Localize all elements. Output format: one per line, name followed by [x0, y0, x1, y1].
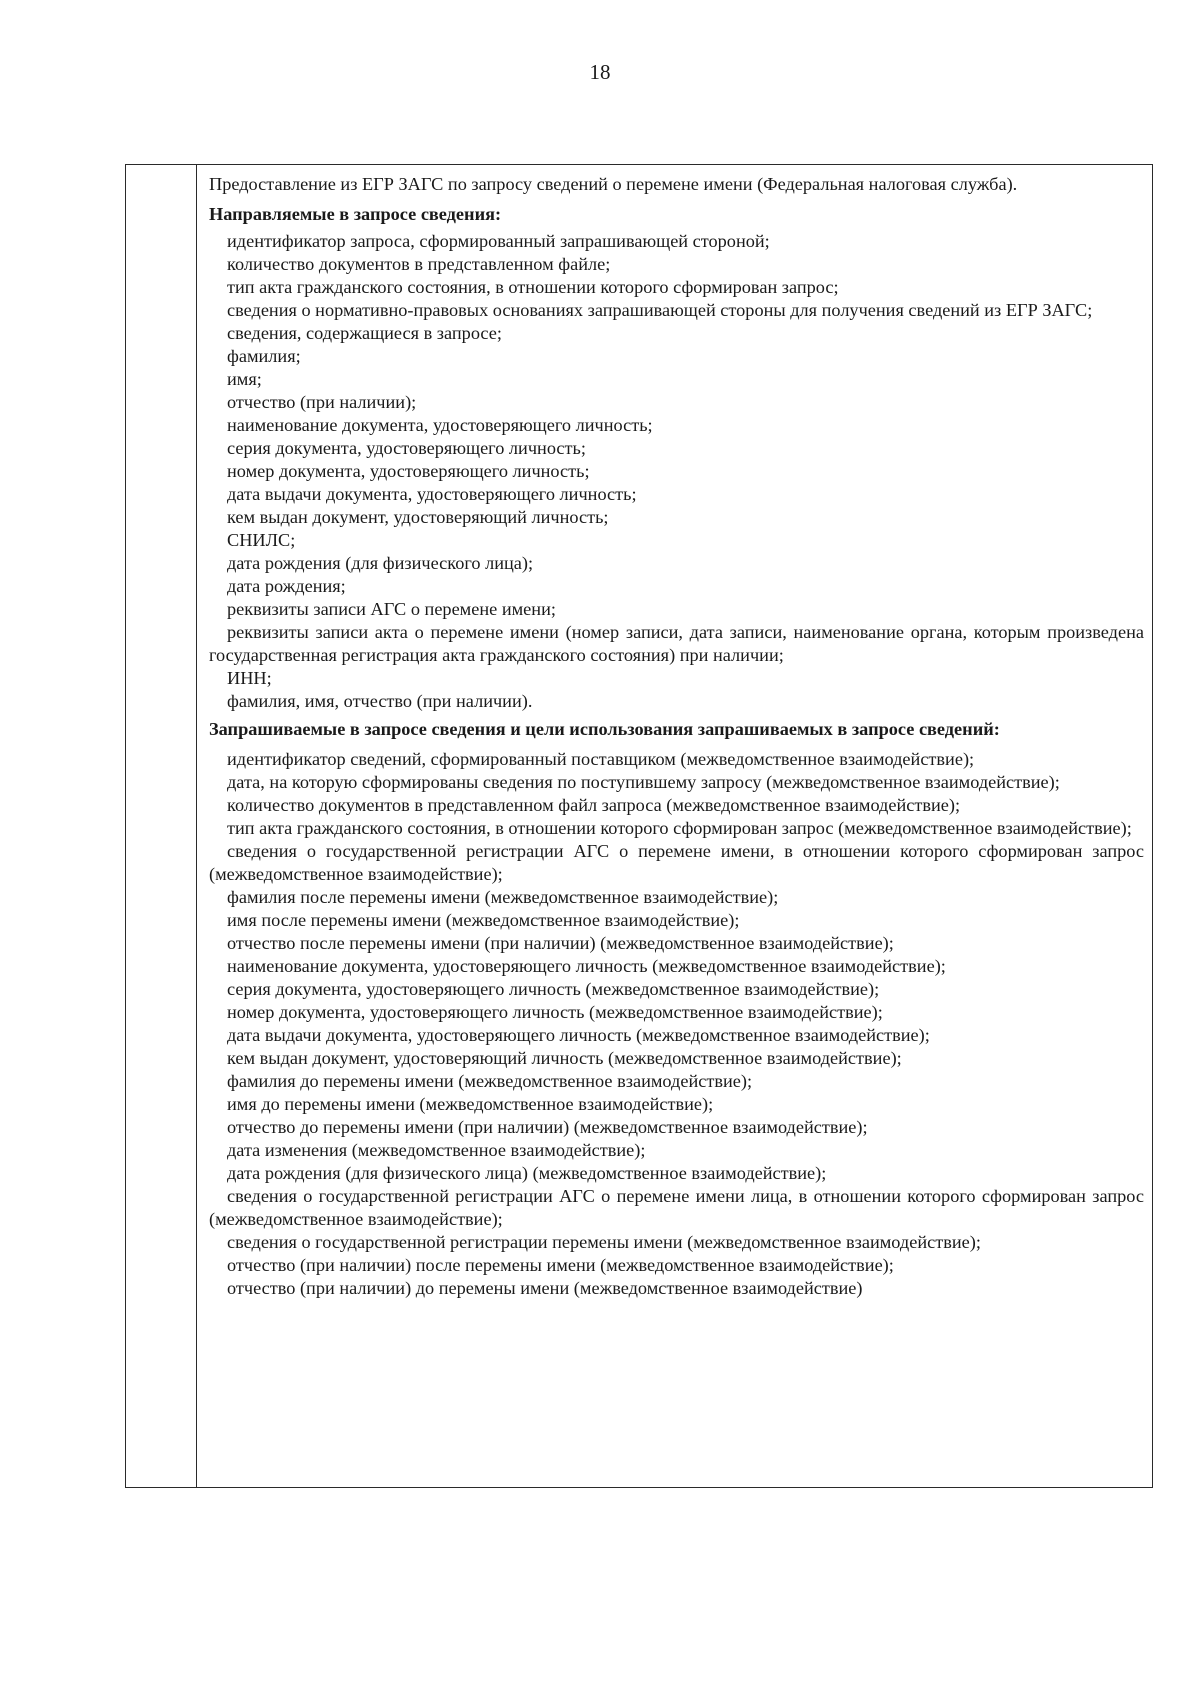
requested-info-heading: Запрашиваемые в запросе сведения и цели использования запрашиваемых в запросе сведений: [209, 719, 1000, 739]
list-item: тип акта гражданского состояния, в отношении которого сформирован запрос (межведомственное взаимодействие); [227, 818, 1132, 838]
list-item: отчество (при наличии); [227, 392, 417, 412]
list-item: сведения о государственной регистрации перемены имени (межведомственное взаимодействие); [227, 1232, 981, 1252]
list-item: номер документа, удостоверяющего личность; [227, 461, 590, 481]
list-item: сведения о государственной регистрации АГС о перемене имени лица, в отношении которого сформирован запрос (межведомственное взаимодействие); [209, 1186, 1144, 1229]
list-item: тип акта гражданского состояния, в отношении которого сформирован запрос; [227, 277, 839, 297]
list-item: имя; [227, 369, 262, 389]
list-item: наименование документа, удостоверяющего личность; [227, 415, 653, 435]
table-left-cell [126, 165, 197, 1487]
requested-info-list [209, 748, 1144, 1300]
list-item: дата рождения (для физического лица) (межведомственное взаимодействие); [227, 1163, 827, 1183]
table-content-cell [197, 165, 1152, 1300]
list-item: идентификатор запроса, сформированный запрашивающей стороной; [227, 231, 770, 251]
list-item: серия документа, удостоверяющего личность (межведомственное взаимодействие); [227, 979, 880, 999]
list-item: фамилия до перемены имени (межведомственное взаимодействие); [227, 1071, 753, 1091]
section-intro: Предоставление из ЕГР ЗАГС по запросу сведений о перемене имени (Федеральная налоговая служба). [209, 174, 1018, 194]
list-item: фамилия; [227, 346, 301, 366]
list-item: идентификатор сведений, сформированный поставщиком (межведомственное взаимодействие); [227, 749, 975, 769]
list-item: сведения, содержащиеся в запросе; [227, 323, 502, 343]
list-item: имя после перемены имени (межведомственное взаимодействие); [227, 910, 740, 930]
list-item: дата выдачи документа, удостоверяющего личность (межведомственное взаимодействие); [227, 1025, 930, 1045]
list-item: ИНН; [227, 668, 272, 688]
list-item: имя до перемены имени (межведомственное взаимодействие); [227, 1094, 714, 1114]
list-item: сведения о государственной регистрации АГС о перемене имени, в отношении которого сформирован запрос (межведомственное взаимодействие); [209, 841, 1144, 884]
list-item: СНИЛС; [227, 530, 296, 550]
list-item: кем выдан документ, удостоверяющий личность; [227, 507, 609, 527]
list-item: дата рождения (для физического лица); [227, 553, 534, 573]
page-number: 18 [589, 60, 611, 84]
list-item: отчество после перемены имени (при наличии) (межведомственное взаимодействие); [227, 933, 894, 953]
list-item: фамилия после перемены имени (межведомственное взаимодействие); [227, 887, 779, 907]
list-item: кем выдан документ, удостоверяющий личность (межведомственное взаимодействие); [227, 1048, 902, 1068]
sent-info-list [209, 230, 1144, 713]
list-item: серия документа, удостоверяющего личность; [227, 438, 586, 458]
list-item: дата рождения; [227, 576, 346, 596]
list-item: дата выдачи документа, удостоверяющего личность; [227, 484, 637, 504]
document-table [125, 164, 1153, 1488]
list-item: дата изменения (межведомственное взаимодействие); [227, 1140, 646, 1160]
list-item: отчество до перемены имени (при наличии) (межведомственное взаимодействие); [227, 1117, 868, 1137]
list-item: номер документа, удостоверяющего личность (межведомственное взаимодействие); [227, 1002, 883, 1022]
list-item: фамилия, имя, отчество (при наличии). [227, 691, 533, 711]
list-item: количество документов в представленном файле; [227, 254, 611, 274]
list-item: сведения о нормативно-правовых основаниях запрашивающей стороны для получения сведений из ЕГР ЗАГС; [227, 300, 1093, 320]
list-item: отчество (при наличии) до перемены имени (межведомственное взаимодействие) [227, 1278, 863, 1298]
list-item: дата, на которую сформированы сведения по поступившему запросу (межведомственное взаимодействие); [227, 772, 1060, 792]
list-item: реквизиты записи акта о перемене имени (номер записи, дата записи, наименование органа, которым произведена государственная регистрация акта гражданского состояния) при наличии; [209, 622, 1144, 665]
list-item: отчество (при наличии) после перемены имени (межведомственное взаимодействие); [227, 1255, 894, 1275]
list-item: реквизиты записи АГС о перемене имени; [227, 599, 556, 619]
sent-info-heading: Направляемые в запросе сведения: [209, 204, 502, 224]
list-item: наименование документа, удостоверяющего личность (межведомственное взаимодействие); [227, 956, 946, 976]
list-item: количество документов в представленном файл запроса (межведомственное взаимодействие); [227, 795, 961, 815]
